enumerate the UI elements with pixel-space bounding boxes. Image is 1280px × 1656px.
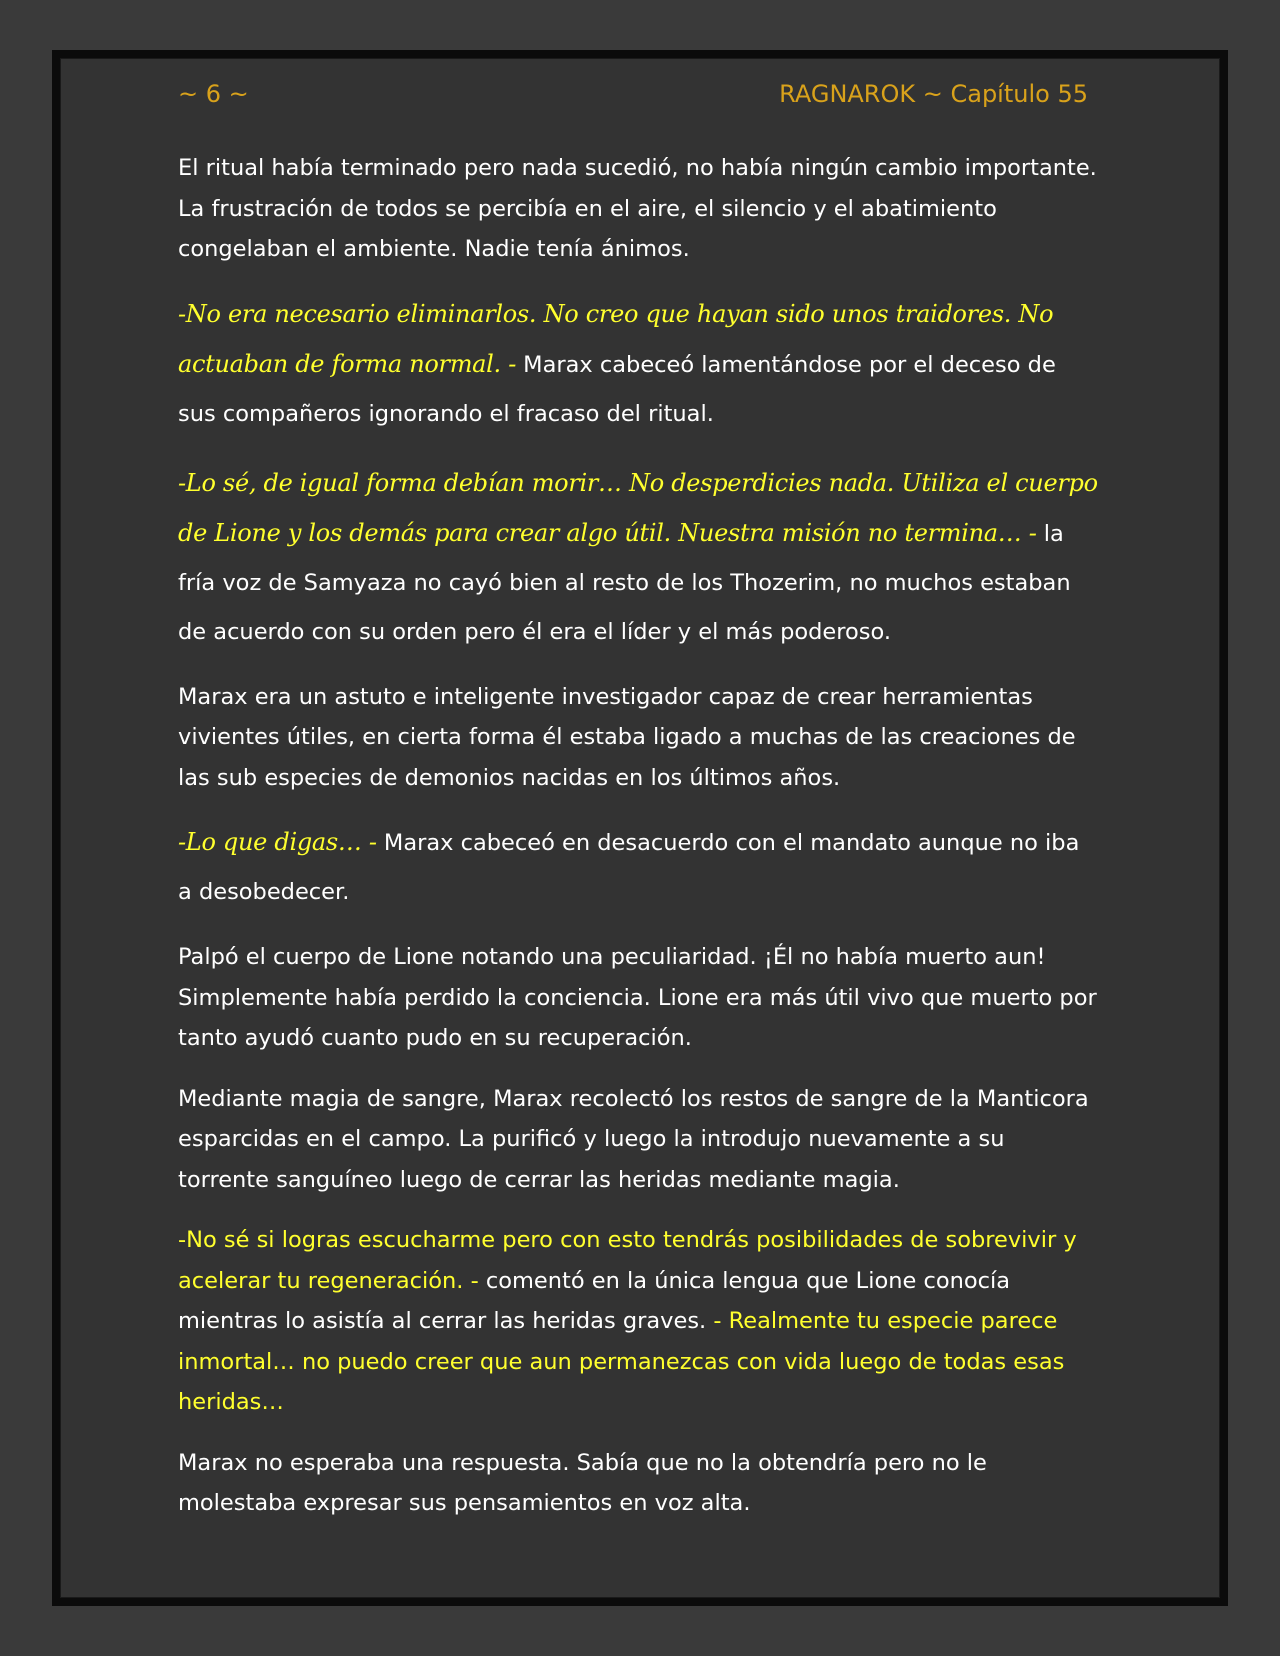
narration-text: la fría voz de Samyaza no cayó bien al resto de los Thozerim, no muchos estaban de acuerdo con su orden pero él era el líder y el más poderoso. xyxy=(178,520,1071,645)
narration-text: comentó en la única lengua que Lione conocía mientras lo asistía al cerrar las heridas graves. xyxy=(178,1267,1011,1334)
page-number: ~ 6 ~ xyxy=(178,80,249,108)
dialogue-text: -No era necesario eliminarlos. No creo que hayan sido unos traidores. No actuaban de forma normal. - xyxy=(178,299,1054,378)
paragraph-8 xyxy=(178,1220,1098,1423)
paragraph-9: Marax no esperaba una respuesta. Sabía que no la obtendría pero no le molestaba expresar sus pensamientos en voz alta. xyxy=(178,1449,987,1516)
dialogue-text: -No sé si logras escucharme pero con esto tendrás posibilidades de sobrevivir y acelerar tu regeneración. - xyxy=(178,1227,1077,1294)
page-content xyxy=(178,148,1098,1544)
paragraph-3 xyxy=(178,459,1098,657)
paragraph-1: El ritual había terminado pero nada sucedió, no había ningún cambio importante. La frustración de todos se percibía en el aire, el silencio y el abatimiento congelaban el ambiente. Nadie tenía ánimos. xyxy=(178,155,1097,262)
dialogue-text: -Lo que digas… - xyxy=(178,828,377,856)
paragraph-4: Marax era un astuto e inteligente investigador capaz de crear herramientas vivientes útiles, en cierta forma él estaba ligado a muchas de las creaciones de las sub especies de demonios nacidas en los últimos años. xyxy=(178,683,1076,791)
paragraph-5 xyxy=(178,818,1098,917)
paragraph-6: Palpó el cuerpo de Lione notando una peculiaridad. ¡Él no había muerto aun! Simplemente había perdido la conciencia. Lione era más útil vivo que muerto por tanto ayudó cuanto pudo en su recuperación. xyxy=(178,944,1097,1051)
dialogue-text: - Realmente tu especie parece inmortal… no puedo creer que aun permanezcas con vida luego de todas esas heridas… xyxy=(178,1308,1065,1415)
dialogue-text: -Lo sé, de igual forma debían morir… No desperdicies nada. Utiliza el cuerpo de Lione y los demás para crear algo útil. Nuestra misión no termina… - xyxy=(178,468,1098,547)
narration-text: Marax cabeceó lamentándose por el deceso de sus compañeros ignorando el fracaso del ritual. xyxy=(178,351,1056,427)
page-header xyxy=(178,76,1088,112)
paragraph-2 xyxy=(178,290,1098,439)
chapter-title: RAGNAROK ~ Capítulo 55 xyxy=(779,80,1088,108)
narration-text: Marax cabeceó en desacuerdo con el mandato aunque no iba a desobedecer. xyxy=(178,830,1080,905)
paragraph-7: Mediante magia de sangre, Marax recolectó los restos de sangre de la Manticora esparcidas en el campo. La purificó y luego la introdujo nuevamente a su torrente sanguíneo luego de cerrar las heridas mediante magia. xyxy=(178,1085,1089,1193)
